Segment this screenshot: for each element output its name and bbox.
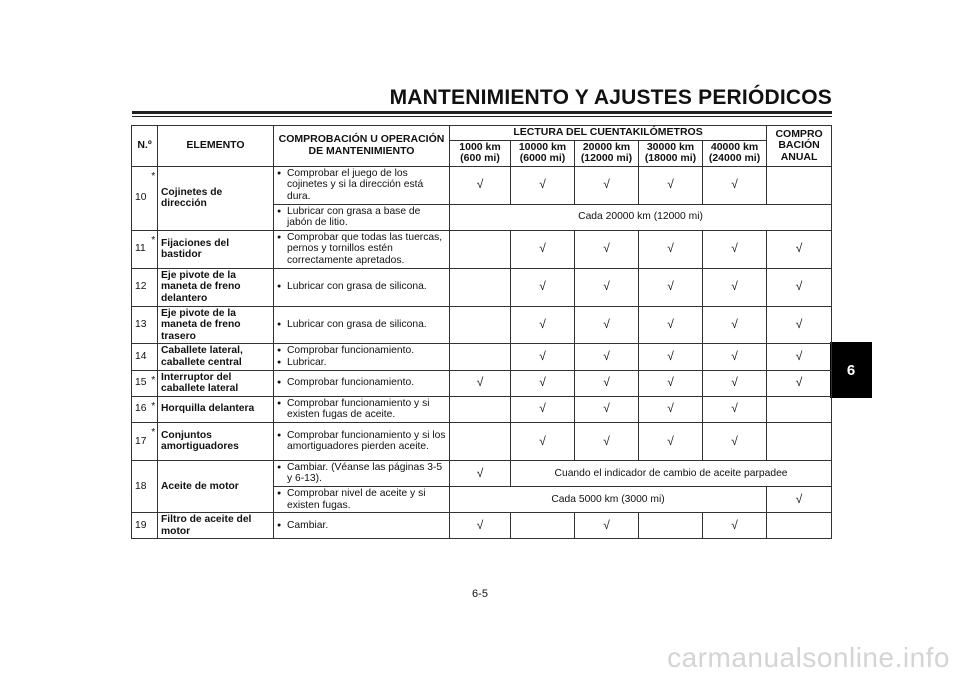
table-row: 16 * Horquilla delantera ● Comprobar funcionamiento y si existen fugas de aceite. √ √ √ √: [132, 396, 832, 422]
table-row: ● Lubricar con grasa a base de jabón de litio. Cada 20000 km (12000 mi): [132, 204, 832, 230]
table-row: 10 * Cojinetes de dirección ● Comprobar el juego de los cojinetes y si la dirección está dura. √ √ √ √ √: [132, 166, 832, 204]
table-row: 17 * Conjuntos amortiguadores ● Comprobar funcionamiento y si los amortiguadores pierden aceite. √ √ √ √: [132, 422, 832, 460]
title-rule: [132, 111, 832, 114]
element-name: Filtro de aceite del motor: [158, 513, 274, 539]
header-km-3: 20000 km (12000 mi): [575, 140, 639, 166]
header-km-4: 30000 km (18000 mi): [639, 140, 703, 166]
element-name: Cojinetes de dirección: [158, 166, 274, 230]
element-name: Eje pivote de la maneta de freno trasero: [158, 306, 274, 344]
header-odometer: LECTURA DEL CUENTAKILÓMETROS: [450, 126, 767, 141]
maintenance-table: [131, 125, 832, 539]
table-row: 14 Caballete lateral, caballete central ● Comprobar funcionamiento. ● Lubricar. √ √ √ √ √: [132, 344, 832, 370]
table-row: ● Comprobar nivel de aceite y si existen fugas. Cada 5000 km (3000 mi) √: [132, 487, 832, 513]
watermark: carmanualsonline.info: [667, 642, 950, 673]
table-row: 15 * Interruptor del caballete lateral ● Comprobar funcionamiento. √ √ √ √ √ √: [132, 370, 832, 396]
element-name: Caballete lateral, caballete central: [158, 344, 274, 370]
element-name: Conjuntos amortiguadores: [158, 422, 274, 460]
header-num: N.º: [132, 126, 158, 167]
chapter-tab: 6: [830, 342, 872, 398]
title-rule-thin: [132, 116, 832, 117]
element-name: Aceite de motor: [158, 460, 274, 512]
header-km-5: 40000 km (24000 mi): [703, 140, 767, 166]
table-row: 19 Filtro de aceite del motor ● Cambiar. √ √ √: [132, 513, 832, 539]
header-element: ELEMENTO: [158, 126, 274, 167]
element-name: Horquilla delantera: [158, 396, 274, 422]
page-title: MANTENIMIENTO Y AJUSTES PERIÓDICOS: [389, 86, 832, 109]
header-km-2: 10000 km (6000 mi): [511, 140, 575, 166]
element-name: Fijaciones del bastidor: [158, 230, 274, 268]
element-name: Interruptor del caballete lateral: [158, 370, 274, 396]
table-row: 11 * Fijaciones del bastidor ● Comprobar que todas las tuercas, pernos y tornillos estén correctamente apretados. √ √ √ √ √: [132, 230, 832, 268]
page-number: 6-5: [472, 588, 488, 600]
header-km-1: 1000 km (600 mi): [450, 140, 511, 166]
header-annual: COMPRO BACIÓN ANUAL: [767, 126, 832, 167]
table-row: 13 Eje pivote de la maneta de freno trasero ● Lubricar con grasa de silicona. √ √ √ √ √: [132, 306, 832, 344]
header-row-1: [132, 126, 832, 141]
table-row: 12 Eje pivote de la maneta de freno delantero ● Lubricar con grasa de silicona. √ √ √ √ √: [132, 268, 832, 306]
element-name: Eje pivote de la maneta de freno delantero: [158, 268, 274, 306]
table-row: 18 Aceite de motor ● Cambiar. (Véanse las páginas 3-5 y 6-13). √ Cuando el indicador de cambio de aceite parpadee: [132, 460, 832, 486]
header-operation: COMPROBACIÓN U OPERACIÓN DE MANTENIMIENTO: [274, 126, 450, 167]
